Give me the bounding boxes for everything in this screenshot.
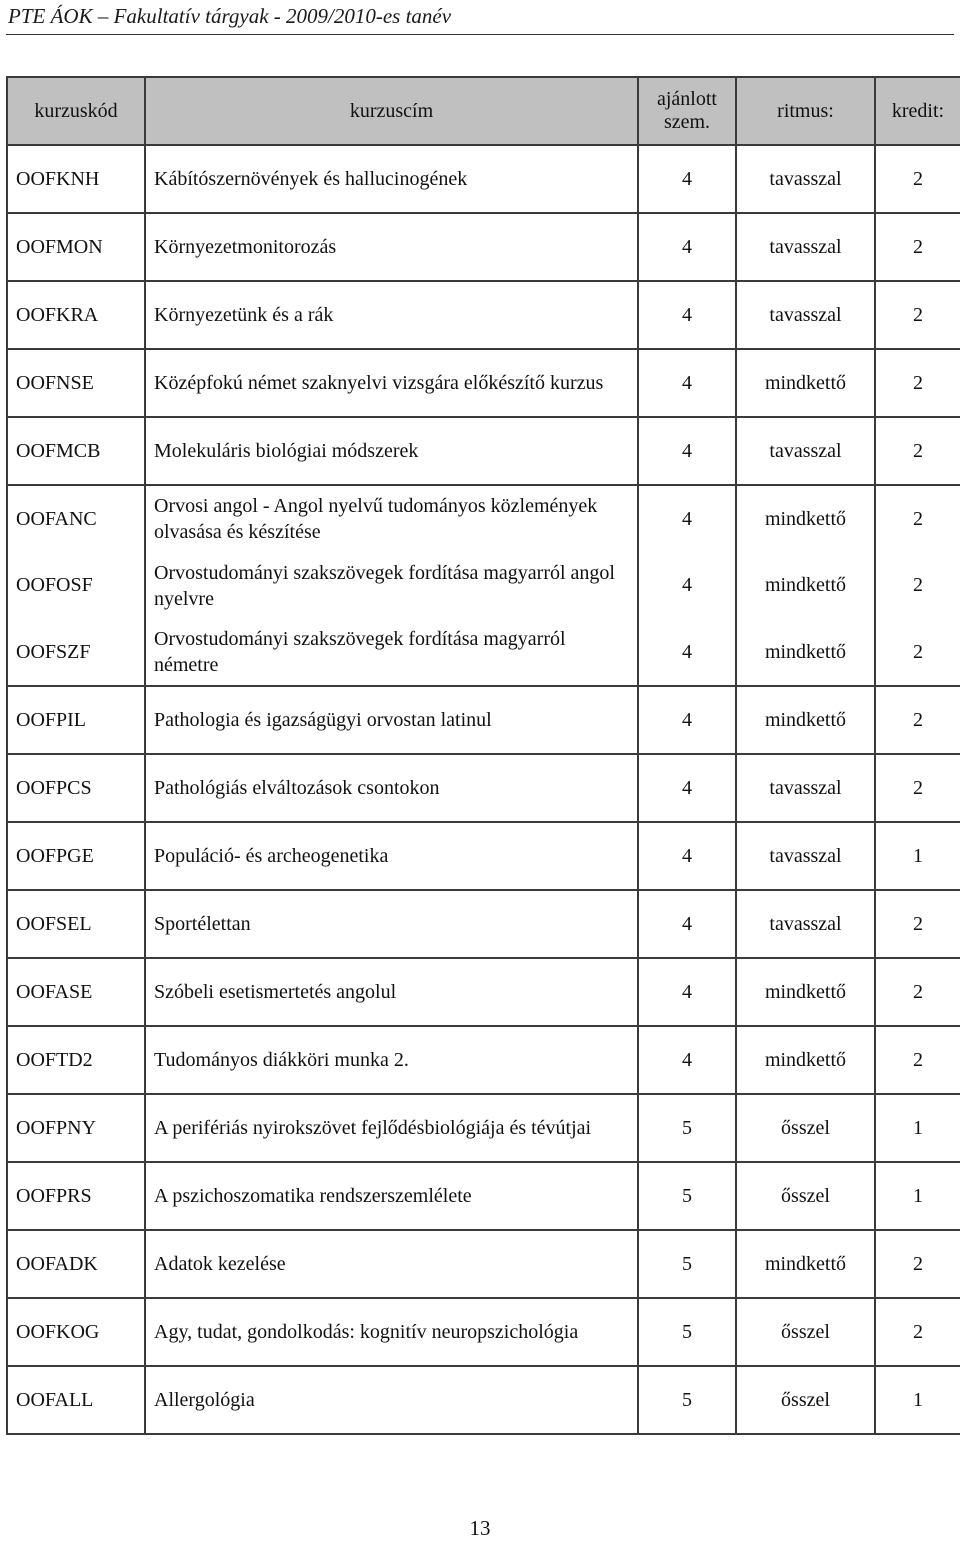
recommended-semester: 4 <box>638 485 736 552</box>
course-code: OOFKNH <box>7 145 145 213</box>
recommended-semester: 4 <box>638 145 736 213</box>
course-credit: 1 <box>875 822 960 890</box>
recommended-semester: 5 <box>638 1230 736 1298</box>
course-code: OOFKRA <box>7 281 145 349</box>
recommended-semester: 4 <box>638 754 736 822</box>
table-row <box>7 145 960 213</box>
table-row <box>7 754 960 822</box>
course-rhythm: tavasszal <box>736 754 875 822</box>
course-code: OOFTD2 <box>7 1026 145 1094</box>
course-table <box>6 76 960 1435</box>
recommended-semester: 4 <box>638 552 736 619</box>
course-title: Kábítószernövények és hallucinogének <box>145 145 638 213</box>
course-rhythm: mindkettő <box>736 485 875 552</box>
course-rhythm: mindkettő <box>736 686 875 754</box>
course-code: OOFNSE <box>7 349 145 417</box>
table-row <box>7 552 960 619</box>
table-row <box>7 1366 960 1434</box>
course-title: Agy, tudat, gondolkodás: kognitív neuropszichológia <box>145 1298 638 1366</box>
recommended-semester: 4 <box>638 417 736 485</box>
course-credit: 2 <box>875 890 960 958</box>
course-rhythm: mindkettő <box>736 958 875 1026</box>
table-header-row <box>7 77 960 145</box>
course-title: Allergológia <box>145 1366 638 1434</box>
page-header-title: PTE ÁOK – Fakultatív tárgyak - 2009/2010-es tanév <box>8 4 452 28</box>
course-credit: 2 <box>875 1230 960 1298</box>
course-rhythm: mindkettő <box>736 619 875 686</box>
course-code: OOFPCS <box>7 754 145 822</box>
table-row <box>7 686 960 754</box>
course-title: Orvosi angol - Angol nyelvű tudományos közlemények olvasása és készítése <box>145 485 638 552</box>
course-rhythm: tavasszal <box>736 890 875 958</box>
course-rhythm: tavasszal <box>736 145 875 213</box>
column-header-rhythm: ritmus: <box>736 77 875 145</box>
course-rhythm: ősszel <box>736 1298 875 1366</box>
course-rhythm: mindkettő <box>736 1230 875 1298</box>
recommended-semester: 4 <box>638 958 736 1026</box>
course-title: Környezetünk és a rák <box>145 281 638 349</box>
recommended-semester: 5 <box>638 1366 736 1434</box>
column-header-semester <box>638 77 736 145</box>
course-rhythm: mindkettő <box>736 1026 875 1094</box>
table-row <box>7 281 960 349</box>
course-rhythm: ősszel <box>736 1162 875 1230</box>
course-credit: 2 <box>875 213 960 281</box>
table-row <box>7 349 960 417</box>
course-rhythm: ősszel <box>736 1094 875 1162</box>
course-credit: 2 <box>875 754 960 822</box>
page-number: 13 <box>469 1516 491 1540</box>
table-row <box>7 417 960 485</box>
recommended-semester: 4 <box>638 349 736 417</box>
course-rhythm: mindkettő <box>736 349 875 417</box>
course-rhythm: mindkettő <box>736 552 875 619</box>
table-row <box>7 890 960 958</box>
course-title: Tudományos diákköri munka 2. <box>145 1026 638 1094</box>
course-code: OOFPIL <box>7 686 145 754</box>
table-row <box>7 619 960 686</box>
course-credit: 1 <box>875 1094 960 1162</box>
course-title: Pathologia és igazságügyi orvostan latinul <box>145 686 638 754</box>
course-credit: 1 <box>875 1366 960 1434</box>
course-title: A perifériás nyirokszövet fejlődésbiológiája és tévútjai <box>145 1094 638 1162</box>
course-code: OOFADK <box>7 1230 145 1298</box>
course-code: OOFMON <box>7 213 145 281</box>
course-title: Populáció- és archeogenetika <box>145 822 638 890</box>
course-credit: 2 <box>875 417 960 485</box>
course-rhythm: ősszel <box>736 1366 875 1434</box>
course-title: Középfokú német szaknyelvi vizsgára előkészítő kurzus <box>145 349 638 417</box>
course-credit: 2 <box>875 619 960 686</box>
course-title: Sportélettan <box>145 890 638 958</box>
table-row <box>7 485 960 552</box>
table-row <box>7 1162 960 1230</box>
course-title: Környezetmonitorozás <box>145 213 638 281</box>
course-credit: 2 <box>875 1026 960 1094</box>
course-credit: 2 <box>875 281 960 349</box>
table-row <box>7 1298 960 1366</box>
table-row <box>7 1230 960 1298</box>
course-code: OOFANC <box>7 485 145 552</box>
course-credit: 2 <box>875 1298 960 1366</box>
course-credit: 2 <box>875 552 960 619</box>
course-code: OOFPGE <box>7 822 145 890</box>
course-code: OOFSEL <box>7 890 145 958</box>
course-title: A pszichoszomatika rendszerszemlélete <box>145 1162 638 1230</box>
course-code: OOFASE <box>7 958 145 1026</box>
course-title: Pathológiás elváltozások csontokon <box>145 754 638 822</box>
table-body <box>7 145 960 1434</box>
course-rhythm: tavasszal <box>736 417 875 485</box>
recommended-semester: 5 <box>638 1094 736 1162</box>
course-title: Adatok kezelése <box>145 1230 638 1298</box>
column-header-semester-line1: ajánlott <box>657 88 717 110</box>
column-header-title: kurzuscím <box>145 77 638 145</box>
course-code: OOFKOG <box>7 1298 145 1366</box>
table-row <box>7 1094 960 1162</box>
course-title: Orvostudományi szakszövegek fordítása magyarról angol nyelvre <box>145 552 638 619</box>
recommended-semester: 4 <box>638 890 736 958</box>
recommended-semester: 5 <box>638 1162 736 1230</box>
course-credit: 2 <box>875 485 960 552</box>
table-row <box>7 822 960 890</box>
course-title: Szóbeli esetismertetés angolul <box>145 958 638 1026</box>
course-code: OOFMCB <box>7 417 145 485</box>
recommended-semester: 4 <box>638 281 736 349</box>
recommended-semester: 5 <box>638 1298 736 1366</box>
course-code: OOFPRS <box>7 1162 145 1230</box>
course-code: OOFPNY <box>7 1094 145 1162</box>
course-credit: 2 <box>875 686 960 754</box>
course-title: Orvostudományi szakszövegek fordítása magyarról németre <box>145 619 638 686</box>
recommended-semester: 4 <box>638 213 736 281</box>
table-header <box>7 77 960 145</box>
column-header-semester-line2: szem. <box>663 111 711 133</box>
recommended-semester: 4 <box>638 686 736 754</box>
course-credit: 1 <box>875 1162 960 1230</box>
course-rhythm: tavasszal <box>736 213 875 281</box>
course-rhythm: tavasszal <box>736 281 875 349</box>
course-code: OOFALL <box>7 1366 145 1434</box>
column-header-code: kurzuskód <box>7 77 145 145</box>
course-credit: 2 <box>875 958 960 1026</box>
course-title: Molekuláris biológiai módszerek <box>145 417 638 485</box>
course-code: OOFOSF <box>7 552 145 619</box>
recommended-semester: 4 <box>638 822 736 890</box>
recommended-semester: 4 <box>638 619 736 686</box>
course-credit: 2 <box>875 349 960 417</box>
column-header-credit: kredit: <box>875 77 960 145</box>
table-row <box>7 213 960 281</box>
course-code: OOFSZF <box>7 619 145 686</box>
table-row <box>7 958 960 1026</box>
table-row <box>7 1026 960 1094</box>
course-credit: 2 <box>875 145 960 213</box>
header-divider <box>6 34 954 35</box>
course-rhythm: tavasszal <box>736 822 875 890</box>
recommended-semester: 4 <box>638 1026 736 1094</box>
